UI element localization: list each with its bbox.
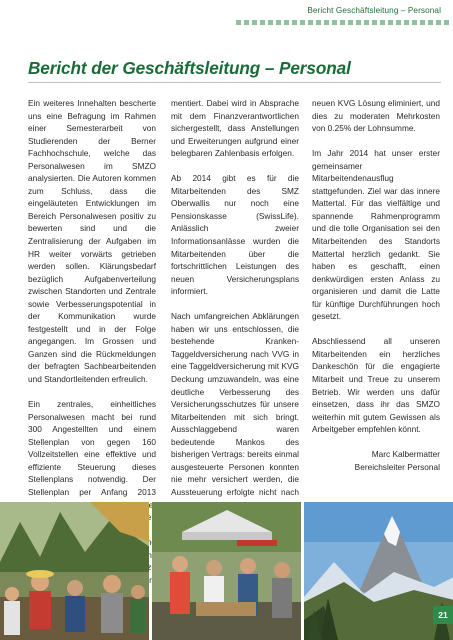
group-photo-excursion (152, 502, 301, 640)
text-column-3 (312, 97, 440, 473)
signature-role: Bereichsleiter Personal (354, 461, 440, 472)
page-number: 21 (433, 606, 453, 624)
title-divider (28, 82, 441, 83)
group-photo-hikers (0, 502, 149, 640)
photo-strip (0, 502, 453, 640)
paragraph: mentiert. Dabei wird in Absprache mit dem Finanzverantwortlichen sichergestellt, dass Anstellungen und Erweiterungen aufgrund einer belegbaren Zahlenbasis erfolgen. (171, 98, 299, 159)
paragraph: neuen KVG Lösung eliminiert, und dies zu moderaten Mehrkosten von 0.25% der Lohnsumme. (312, 98, 440, 134)
paragraph: Nach umfangreichen Abklärungen haben wir uns entschlossen, die bestehende Kranken-Taggeldversicherung nach VVG in eine Taggeldversicherung mit KVG Deckung umzuwandeln, was eine deutliche Verbesserung des Versicherungsschutzes für unsere Mitarbeitenden mit sich bringt. Ausschlaggebend waren bedeutende Mankos des bisherigen Vertrags: bereits einmal ausgesteuerte Personen konnten nie mehr versichert werden, die Aussteuerung erfolgte nicht nach (171, 311, 299, 497)
running-header: Bericht Geschäftsleitung – Personal (307, 6, 441, 15)
signature-name: Marc Kalbermatter (371, 449, 440, 460)
matterhorn-landscape-photo (304, 502, 453, 640)
page-title: Bericht der Geschäftsleitung – Personal (28, 58, 351, 78)
paragraph: Ab 2014 gibt es für die Mitarbeitenden des SMZ Oberwallis nur noch eine Pensionskasse (SwissLife). Anlässlich zweier Informationsanlässe wurden die Mitarbeitenden über die fortschrittlichen Leistungen des neuen Versicherungsplans informiert. (171, 173, 299, 297)
signature (312, 448, 440, 473)
paragraph: Im Jahr 2014 hat unser erster gemeinsamer Mitarbeitendenausflug stattgefunden. Ziel war das innere Mattertal. Für das vielfältige und spannende Rahmenprogramm und die tolle Organisation sei den Mitarbeitenden des Standorts Mattertal herzlich gedankt. Sie haben es geschafft, einen denkwürdigen ersten Anlass zu organisieren und damit die Latte für künftige Durchführungen hoch gesetzt. (312, 148, 440, 322)
paragraph: Ein weiteres Innehalten bescherte uns eine Befragung im Rahmen einer Semesterarbeit von Studierenden der Berner Fachhochschule, welche das Personalwesen im SMZO analysierten. Die Autoren kommen zum Schluss, dass die eingeläuteten Entwicklungen im Bereich Personalwesen positiv zu bewerten sind und die Zentralisierung der Aufgaben im HR weiter vorwärts getrieben werden sollen. Klärungsbedarf bezüglich Aufgabenverteilung zwischen Standorten und Zentrale sowie Verbesserungspotential in der Kommunikation wurde festgestellt und in der Folge angegangen. Im Grossen und Ganzen sind die Rückmeldungen der befragten Sachbearbeitenden und Standortleitenden erfreulich. (28, 98, 156, 385)
decorative-square-bar (236, 20, 449, 25)
paragraph: Abschliessend all unseren Mitarbeitenden ein herzliches Dankeschön für die engagierte Mitarbeit und Treue zu unserem Betrieb. Wir werden uns dafür einsetzen, dass ihr das SMZO weiterhin mit gutem Gewissen als Arbeitgeber empfehlen könnt. (312, 336, 440, 435)
paragraph: Ein zentrales, einheitliches Personalwesen macht bei rund 300 Angestellten und einem Stellenplan von gegen 160 Vollzeitstellen eine effektive und effiziente Steuerung dieses Stellenplans notwendig. Der Stellenplan per Anfang 2013 den zu (28, 399, 156, 573)
